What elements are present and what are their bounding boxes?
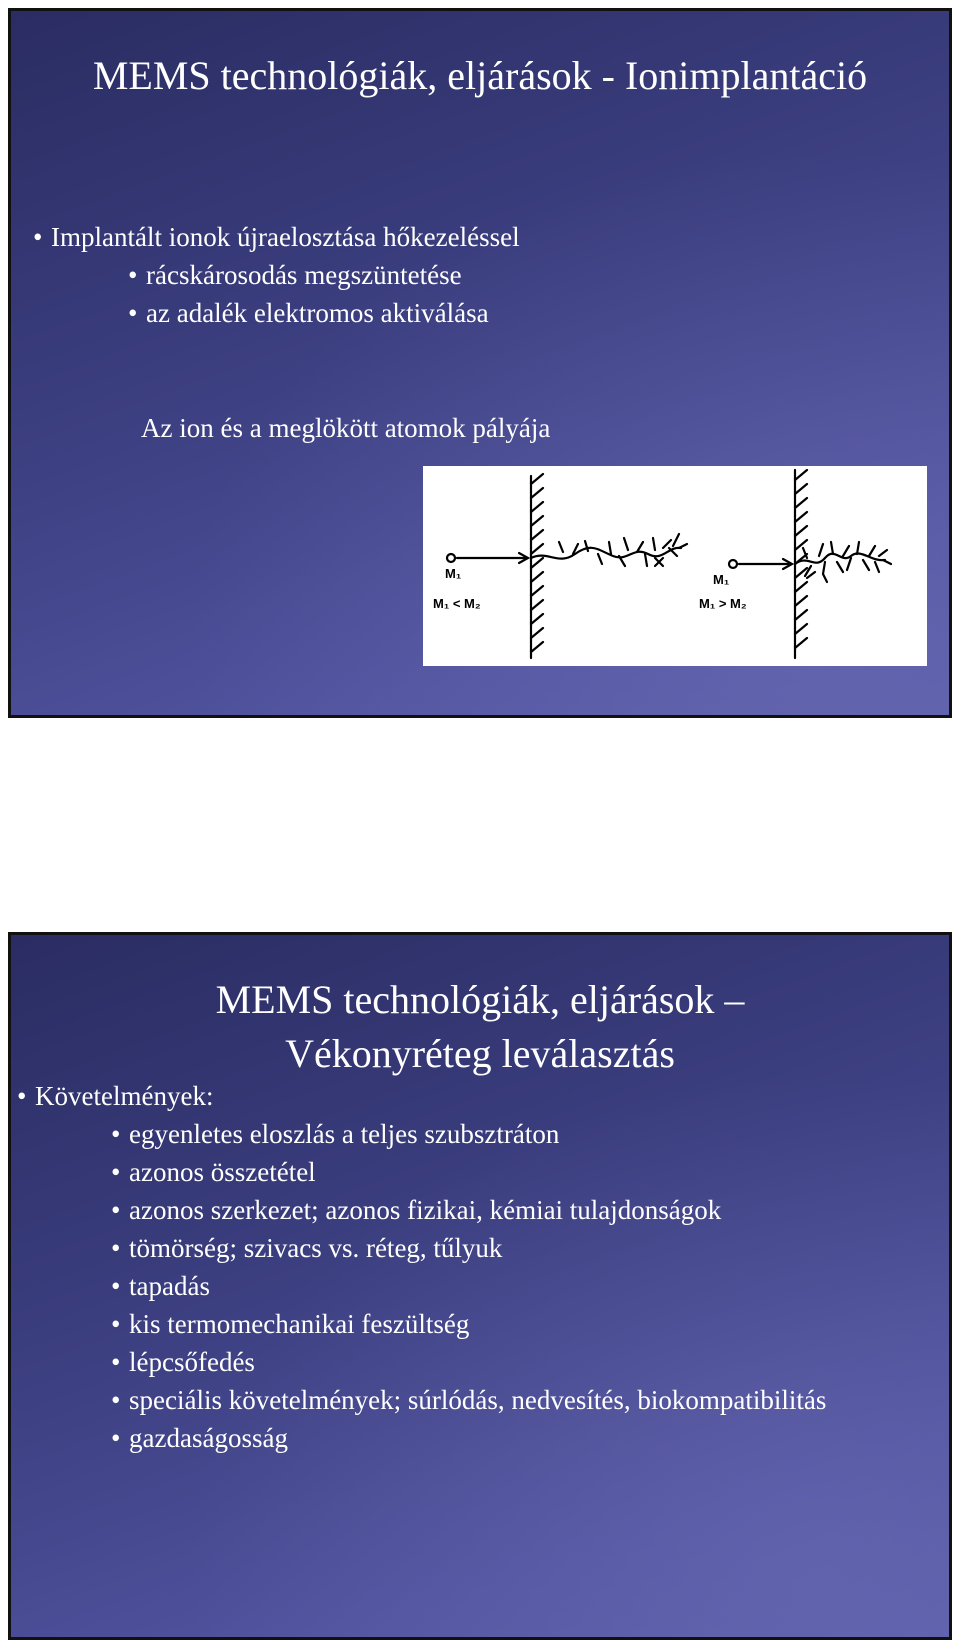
- bullet-text: lépcsőfedés: [129, 1347, 255, 1377]
- label-m1-left: M₁: [445, 566, 462, 581]
- bullet-marker: •: [111, 1233, 121, 1263]
- bullet-list: [33, 218, 520, 332]
- bullet-marker: •: [111, 1157, 121, 1187]
- bullet-text: egyenletes eloszlás a teljes szubsztráton: [129, 1119, 560, 1149]
- figure-caption: Az ion és a meglökött atomok pályája: [141, 413, 551, 443]
- sub-bullet-item: [17, 1419, 826, 1457]
- cascade-end-left: [655, 558, 663, 566]
- slide-thin-film-deposition: [8, 932, 952, 1640]
- bullet-marker: •: [17, 1081, 27, 1111]
- bullet-marker: •: [128, 298, 138, 328]
- sub-bullet-item: [17, 1305, 826, 1343]
- bullet-marker: •: [128, 260, 138, 290]
- wall-hatching-left: [531, 474, 543, 652]
- bullet-marker: •: [111, 1271, 121, 1301]
- slide-title: [11, 973, 949, 1081]
- bullet-text: kis termomechanikai feszültség: [129, 1309, 470, 1339]
- bullet-marker: •: [111, 1423, 121, 1453]
- ion-trajectory-figure: [423, 466, 927, 666]
- cascade-track-right: [795, 554, 885, 564]
- bullet-text: gazdaságosság: [129, 1423, 288, 1453]
- ion-dot-right: [729, 560, 737, 568]
- bullet-marker: •: [111, 1385, 121, 1415]
- ion-trajectory-diagram: [423, 466, 927, 666]
- bullet-text: az adalék elektromos aktiválása: [146, 298, 489, 328]
- sub-bullet-item: [17, 1229, 826, 1267]
- bullet-text: tömörség; szivacs vs. réteg, tűlyuk: [129, 1233, 503, 1263]
- cascade-branches-left: [559, 534, 687, 566]
- bullet-marker: •: [111, 1309, 121, 1339]
- label-relation-left: M₁ < M₂: [433, 596, 481, 611]
- sub-bullet-item: [17, 1191, 826, 1229]
- sub-bullet-item: [17, 1267, 826, 1305]
- sub-bullet-item: [33, 256, 520, 294]
- sub-bullet-item: [17, 1343, 826, 1381]
- slide-title: MEMS technológiák, eljárások - Ionimplantáció: [92, 53, 868, 98]
- label-relation-right: M₁ > M₂: [699, 596, 747, 611]
- slide-title-line-1: MEMS technológiák, eljárások –: [215, 977, 745, 1022]
- slide-ionimplantation: [8, 8, 952, 718]
- label-m1-right: M₁: [713, 572, 730, 587]
- bullet-marker: •: [111, 1347, 121, 1377]
- ion-dot-left: [447, 554, 455, 562]
- sub-bullet-item: [17, 1153, 826, 1191]
- bullet-marker: •: [33, 222, 43, 252]
- bullet-item: [33, 218, 520, 256]
- bullet-text: Követelmények:: [35, 1081, 214, 1111]
- bullet-text: tapadás: [129, 1271, 210, 1301]
- bullet-text: Implantált ionok újraelosztása hőkezeléssel: [51, 222, 520, 252]
- slide-title-line-2: Vékonyréteg leválasztás: [285, 1031, 675, 1076]
- cascade-track-left: [531, 548, 681, 559]
- bullet-marker: •: [111, 1119, 121, 1149]
- wall-hatching-right: [795, 470, 807, 648]
- bullet-marker: •: [111, 1195, 121, 1225]
- bullet-item: [17, 1077, 826, 1115]
- bullet-text: rácskárosodás megszüntetése: [146, 260, 462, 290]
- bullet-text: speciális követelmények; súrlódás, nedvesítés, biokompatibilitás: [129, 1385, 827, 1415]
- sub-bullet-item: [17, 1115, 826, 1153]
- bullet-text: azonos szerkezet; azonos fizikai, kémiai tulajdonságok: [129, 1195, 722, 1225]
- bullet-text: azonos összetétel: [129, 1157, 316, 1187]
- sub-bullet-item: [33, 294, 520, 332]
- sub-bullet-item: [17, 1381, 826, 1419]
- bullet-list: [17, 1077, 826, 1457]
